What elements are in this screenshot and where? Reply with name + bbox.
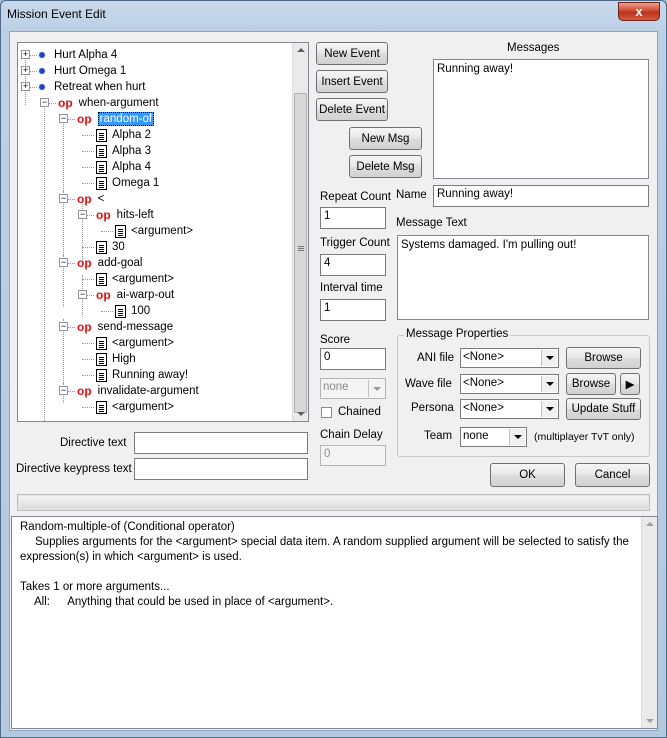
tree-item[interactable] — [115, 223, 193, 239]
tree-item-label: random-of — [99, 113, 153, 125]
tree-item-label: Omega 1 — [112, 177, 160, 189]
delete-msg-button[interactable]: Delete Msg — [349, 155, 422, 178]
tree-item[interactable] — [39, 79, 145, 95]
tree-item-label: Alpha 4 — [112, 161, 152, 173]
operator-icon: op — [77, 256, 92, 270]
chevron-down-icon — [541, 401, 557, 417]
window-title: Mission Event Edit — [7, 7, 106, 21]
tree-item[interactable] — [96, 159, 151, 175]
team-select-disabled[interactable] — [320, 378, 386, 399]
event-tree-content — [17, 43, 308, 422]
tree-item[interactable] — [77, 383, 199, 399]
tree-item[interactable] — [96, 175, 159, 191]
tree-item[interactable] — [96, 271, 174, 287]
name-label: Name — [396, 189, 427, 201]
interval-time-input[interactable]: 1 — [320, 299, 386, 321]
ani-file-value: <None> — [463, 351, 504, 363]
tree-item-label: add-goal — [97, 257, 143, 269]
scroll-down-icon[interactable] — [646, 719, 654, 723]
message-list-item[interactable]: Running away! — [437, 63, 514, 75]
team-label: Team — [424, 430, 453, 442]
data-item-icon — [96, 369, 107, 382]
tree-expander-icon[interactable]: − — [41, 97, 48, 107]
trigger-count-label: Trigger Count — [320, 237, 390, 249]
tree-connector — [82, 167, 94, 168]
browse-wave-button[interactable]: Browse — [566, 373, 616, 395]
data-item-icon — [96, 337, 107, 350]
tree-item-label: Hurt Alpha 4 — [54, 49, 118, 61]
directive-text-label: Directive text — [60, 437, 127, 449]
data-item-icon — [115, 305, 126, 318]
scroll-up-icon[interactable] — [297, 48, 305, 52]
tree-item[interactable] — [96, 239, 125, 255]
message-text-area[interactable] — [397, 235, 649, 320]
insert-event-button[interactable]: Insert Event — [316, 70, 388, 93]
data-item-icon — [96, 129, 107, 142]
chained-checkbox[interactable] — [321, 407, 332, 418]
tree-item[interactable] — [39, 63, 126, 79]
tree-item-label: when-argument — [78, 97, 159, 109]
tree-item-label: <argument> — [112, 337, 175, 349]
data-item-icon — [96, 145, 107, 158]
tree-item[interactable] — [96, 143, 151, 159]
tree-expander-icon[interactable]: + — [22, 49, 29, 59]
tree-connector — [82, 135, 94, 136]
tree-item-label: < — [97, 193, 105, 205]
team-value: none — [463, 430, 489, 442]
chevron-down-icon — [541, 350, 557, 366]
ani-file-label: ANI file — [417, 352, 455, 364]
tree-connector — [82, 375, 94, 376]
wave-file-select[interactable] — [460, 374, 559, 394]
tree-expander-icon[interactable]: − — [60, 193, 67, 203]
tree-item-label: send-message — [97, 321, 174, 333]
title-bar[interactable] — [1, 1, 666, 29]
close-button[interactable]: x — [618, 2, 660, 21]
tree-item-label: Hurt Omega 1 — [54, 65, 127, 77]
help-title: Random-multiple-of (Conditional operator) — [20, 521, 235, 533]
data-item-icon — [96, 241, 107, 254]
tree-item-label: Running away! — [112, 369, 189, 381]
help-description-cont: expression(s) in which <argument> is used. — [20, 551, 242, 563]
new-msg-button[interactable]: New Msg — [349, 127, 422, 150]
tree-connector — [82, 151, 94, 152]
directive-keypress-input[interactable] — [134, 458, 308, 480]
event-dot-icon — [39, 68, 45, 74]
scroll-up-icon[interactable] — [646, 522, 654, 526]
tree-connector — [63, 119, 64, 249]
team-select-disabled-value: none — [323, 381, 349, 393]
data-item-icon — [115, 225, 126, 238]
data-item-icon — [96, 177, 107, 190]
wave-file-value: <None> — [463, 377, 504, 389]
browse-ani-button[interactable]: Browse — [566, 347, 641, 369]
tree-item-label: hits-left — [116, 209, 154, 221]
tree-expander-icon[interactable]: + — [22, 81, 29, 91]
tree-item-label: 30 — [112, 241, 125, 253]
message-properties-label: Message Properties — [406, 328, 509, 340]
data-item-icon — [96, 273, 107, 286]
chained-label: Chained — [338, 406, 381, 418]
update-stuff-button[interactable]: Update Stuff — [566, 398, 641, 420]
tree-item[interactable] — [96, 399, 174, 415]
chevron-down-icon — [509, 429, 525, 445]
play-icon[interactable]: ▶ — [620, 373, 640, 395]
tree-item[interactable] — [96, 351, 136, 367]
tree-item-label: <argument> — [112, 401, 175, 413]
help-scrollbar[interactable] — [641, 517, 657, 728]
new-event-button[interactable]: New Event — [316, 42, 388, 65]
wave-file-label: Wave file — [405, 378, 452, 390]
tree-connector — [44, 103, 45, 422]
ani-file-select[interactable] — [460, 348, 559, 368]
tree-item[interactable] — [58, 95, 159, 111]
name-input[interactable]: Running away! — [433, 185, 649, 207]
delete-event-button[interactable]: Delete Event — [316, 98, 388, 121]
dialog-client — [9, 31, 658, 731]
data-item-icon — [96, 401, 107, 414]
scroll-thumb[interactable] — [294, 93, 307, 413]
repeat-count-input[interactable]: 1 — [320, 207, 386, 229]
tree-item-label: Alpha 3 — [112, 145, 152, 157]
tree-item-label: 100 — [131, 305, 151, 317]
tree-item[interactable] — [77, 319, 173, 335]
grip-icon — [298, 246, 304, 247]
tree-item-label: <argument> — [112, 273, 175, 285]
tree-connector — [82, 359, 94, 360]
data-item-icon — [96, 353, 107, 366]
tree-item-label: Alpha 2 — [112, 129, 152, 141]
scroll-down-icon[interactable] — [297, 412, 305, 416]
chevron-down-icon — [541, 376, 557, 392]
operator-icon: op — [96, 288, 111, 302]
score-input[interactable]: 0 — [320, 348, 386, 370]
tree-connector — [82, 247, 94, 248]
tree-scrollbar[interactable] — [292, 43, 308, 421]
status-bar-fill — [19, 496, 648, 509]
tree-connector — [82, 183, 94, 184]
event-dot-icon — [39, 52, 45, 58]
tree-item-label: <argument> — [131, 225, 194, 237]
tree-expander-icon[interactable]: − — [60, 321, 67, 331]
message-text-label: Message Text — [396, 217, 467, 229]
help-arg-count: Takes 1 or more arguments... — [20, 581, 170, 593]
tree-item-label: High — [112, 353, 136, 365]
messages-label: Messages — [507, 42, 560, 54]
directive-keypress-label: Directive keypress text — [16, 463, 132, 475]
tree-item[interactable] — [39, 47, 117, 63]
persona-value: <None> — [463, 402, 504, 414]
chevron-down-icon — [368, 380, 384, 397]
tree-item[interactable] — [77, 255, 142, 271]
tree-expander-icon[interactable]: + — [22, 65, 29, 75]
team-note: (multiplayer TvT only) — [534, 431, 635, 443]
tree-item-label: Retreat when hurt — [54, 81, 146, 93]
help-description: Supplies arguments for the <argument> special data item. A random supplied argument will be selected to satisfy the — [35, 536, 629, 548]
tree-item[interactable] — [96, 207, 154, 223]
tree-item-label: invalidate-argument — [97, 385, 199, 397]
message-text-value: Systems damaged. I'm pulling out! — [401, 239, 577, 251]
tree-item[interactable] — [77, 111, 154, 127]
operator-icon: op — [96, 208, 111, 222]
persona-select[interactable] — [460, 399, 559, 419]
tree-item[interactable] — [96, 287, 174, 303]
tree-expander-icon[interactable]: − — [60, 385, 67, 395]
chain-delay-label: Chain Delay — [320, 429, 383, 441]
help-arg-key: All: — [34, 596, 50, 608]
operator-icon: op — [77, 112, 92, 126]
tree-expander-icon[interactable]: − — [79, 209, 86, 219]
score-label: Score — [320, 334, 351, 346]
tree-connector — [82, 343, 94, 344]
operator-icon: op — [77, 384, 92, 398]
tree-item[interactable] — [77, 191, 104, 207]
tree-connector — [101, 231, 113, 232]
tree-item[interactable] — [96, 335, 174, 351]
help-arg-value: Anything that could be used in place of <argument>. — [67, 596, 334, 608]
event-dot-icon — [39, 84, 45, 90]
data-item-icon — [96, 161, 107, 174]
directive-text-input[interactable] — [134, 432, 308, 454]
help-arg-row — [20, 595, 649, 610]
tree-item[interactable] — [96, 367, 188, 383]
messages-list[interactable] — [433, 59, 649, 179]
tree-expander-icon[interactable]: − — [60, 113, 67, 123]
help-text-area[interactable] — [11, 516, 658, 729]
tree-expander-icon[interactable]: − — [60, 257, 67, 267]
repeat-count-label: Repeat Count — [320, 191, 391, 203]
interval-time-label: Interval time — [320, 282, 383, 294]
tree-connector — [82, 279, 94, 280]
team-select[interactable] — [460, 427, 527, 447]
status-bar — [17, 494, 650, 511]
tree-connector — [25, 55, 26, 105]
persona-label: Persona — [411, 402, 454, 414]
tree-expander-icon[interactable]: − — [79, 289, 86, 299]
tree-item[interactable] — [96, 127, 151, 143]
chain-delay-input[interactable]: 0 — [320, 445, 386, 466]
operator-icon: op — [58, 96, 73, 110]
tree-connector — [101, 311, 113, 312]
ok-button[interactable]: OK — [490, 463, 565, 487]
operator-icon: op — [77, 320, 92, 334]
tree-item[interactable] — [115, 303, 150, 319]
tree-item-label: ai-warp-out — [116, 289, 175, 301]
trigger-count-input[interactable]: 4 — [320, 254, 386, 276]
cancel-button[interactable]: Cancel — [575, 463, 650, 487]
tree-connector — [82, 407, 94, 408]
operator-icon: op — [77, 192, 92, 206]
